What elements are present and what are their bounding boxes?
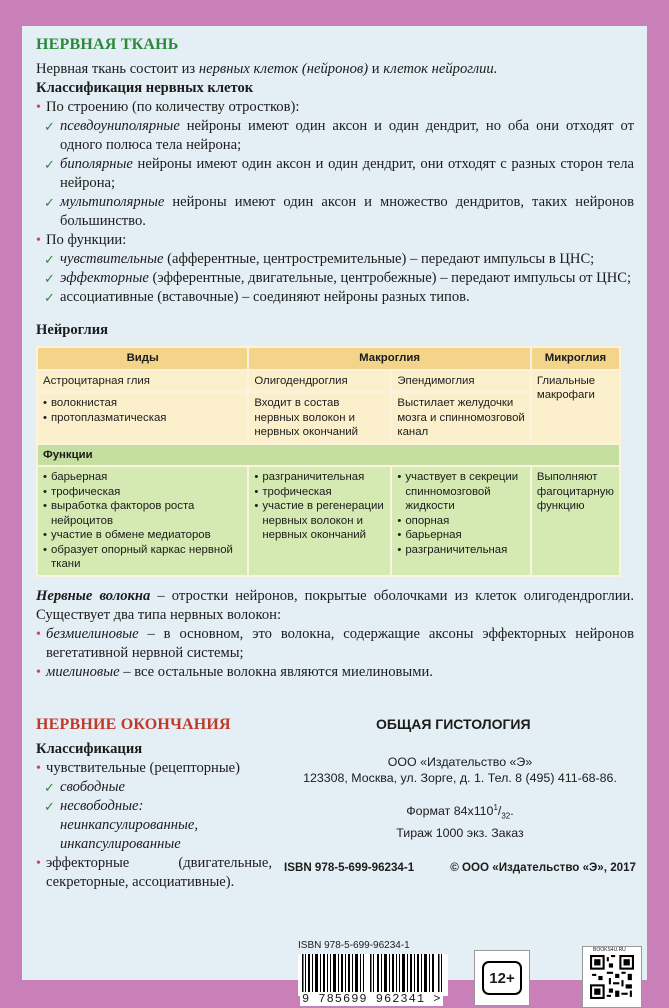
cell-oligo: Олигодендроглия	[248, 370, 391, 393]
table-row	[37, 370, 620, 393]
fibers-paragraph: Нервные волокна – отростки нейронов, покрытые оболочками из клеток олигодендроглии. Существует два типа нервных волокон:	[36, 587, 634, 623]
table-row	[37, 466, 620, 576]
function-sub-item: ✓ чувствительные (афферентные, центростремительные) – передают импульсы в ЦНС;	[36, 250, 634, 269]
barcode-area	[298, 942, 640, 1006]
barcode-digits: 9 785699 962341 >	[302, 992, 442, 1006]
section-title-nervous-tissue: НЕРВНАЯ ТКАНЬ	[36, 36, 179, 53]
book-back-cover	[22, 26, 647, 1006]
endings-classification-title: Классификация	[36, 741, 143, 757]
endings-sub-item: ✓ несвободные: неинкапсулированные, инкапсулированные	[36, 797, 272, 854]
neuroglia-table	[36, 346, 621, 577]
check-icon: ✓	[44, 799, 55, 814]
main-content	[36, 36, 634, 682]
bottom-section	[22, 716, 647, 1006]
cell-ependymo-desc: Выстилает желудочки мозга и спинномозговой канал	[391, 392, 531, 444]
structure-sub-item: ✓ биполярные нейроны имеют один аксон и один дендрит, они отходят с разных сторон тела нейрона;	[36, 155, 634, 193]
qr-code-icon	[590, 955, 634, 999]
fiber-type-item: • миелиновые – все остальные волокна являются миелиновыми.	[36, 663, 433, 680]
cell-ependymo: Эпендимоглия	[391, 370, 531, 393]
endings-sub-item: ✓ свободные	[36, 778, 272, 797]
check-icon: ✓	[44, 271, 55, 286]
isbn: ISBN 978-5-699-96234-1	[284, 860, 415, 874]
function-sub-item: ✓ эффекторные (эфферентные, двигательные, центробежные) – передают импульсы от ЦНС;	[36, 269, 634, 288]
structure-sub-item: ✓ мультиполярные нейроны имеют один аксон и множество дендритов, таких нейронов большинство.	[36, 193, 634, 231]
list-item: • трофическая	[43, 485, 121, 498]
check-icon: ✓	[44, 252, 55, 267]
function-item: • По функции:	[36, 232, 127, 248]
bullet-icon: •	[36, 856, 41, 871]
barcode-isbn-label: ISBN 978-5-699-96234-1	[298, 940, 410, 951]
barcode-icon	[298, 954, 448, 996]
neuroglia-title: Нейроглия	[36, 322, 109, 338]
endings-item: • чувствительные (рецепторные)	[36, 760, 240, 776]
book-title: ОБЩАЯ ГИСТОЛОГИЯ	[376, 716, 531, 732]
cell-micro-function: Выполняют фагоцитарную функцию	[531, 466, 620, 576]
bullet-icon: •	[36, 664, 41, 680]
format: Формат $84х110^1/_{32}$.	[406, 803, 514, 821]
cell-astro-types	[37, 392, 248, 444]
isbn-row	[284, 861, 636, 874]
list-item: • разграничительная	[397, 543, 508, 556]
imprint-block	[284, 716, 636, 874]
bullet-icon: •	[36, 233, 41, 248]
cell-astro-functions	[37, 466, 248, 576]
header-macroglia: Макроглия	[248, 347, 531, 370]
list-item: • образует опорный каркас нервной ткани	[43, 543, 233, 570]
nerve-endings-section	[36, 716, 272, 892]
list-item: • трофическая	[254, 485, 332, 498]
section-title-endings: НЕРВНИЕ ОКОНЧАНИЯ	[36, 716, 231, 733]
structure-item: • По строению (по количеству отростков):	[36, 99, 300, 115]
qr-code	[582, 946, 642, 1008]
list-item: • барьерная	[397, 529, 462, 541]
cell-ependymo-functions	[391, 466, 531, 576]
list-item: • разграничительная	[254, 471, 365, 483]
list-item: • опорная	[397, 514, 450, 527]
list-item: • волокнистая	[43, 397, 118, 409]
structure-sub-item: ✓ псевдоуниполярные нейроны имеют один аксон и один дендрит, но оба они отходят от одного полюса тела нейрона;	[36, 117, 634, 155]
bullet-icon: •	[36, 100, 41, 115]
check-icon: ✓	[44, 780, 55, 795]
classification-title: Классификация нервных клеток	[36, 80, 254, 96]
fibers-section	[36, 587, 634, 682]
publisher: ООО «Издательство «Э»	[387, 755, 533, 769]
intro-paragraph: Нервная ткань состоит из нервных клеток (нейронов) и клеток нейроглии.	[36, 61, 498, 77]
list-item: • участие в регенерации нервных волокон и нервных окончаний	[254, 500, 384, 541]
list-item: • барьерная	[43, 471, 108, 483]
cell-microglia-kind: Глиальные макрофаги	[531, 370, 620, 444]
qr-label: BOOKS4U.RU	[593, 947, 626, 953]
fiber-type-item: • безмиелиновые – в основном, это волокна, содержащие аксоны эффекторных нейронов вегетативной нервной системы;	[36, 625, 634, 661]
list-item: • участие в обмене медиаторов	[43, 529, 211, 541]
check-icon: ✓	[44, 290, 55, 305]
cell-astro: Астроцитарная глия	[37, 370, 248, 393]
functions-header: Функции	[37, 444, 620, 467]
header-types: Виды	[37, 347, 248, 370]
cell-oligo-desc: Входит в состав нервных волокон и нервных окончаний	[248, 392, 391, 444]
list-item: • участвует в секреции спинномозговой жидкости	[397, 471, 519, 512]
header-microglia: Микроглия	[531, 347, 620, 370]
check-icon: ✓	[44, 157, 55, 172]
age-rating-box	[474, 950, 530, 1006]
check-icon: ✓	[44, 195, 55, 210]
functions-header-row	[37, 444, 620, 467]
age-rating-badge: 12+	[482, 961, 522, 995]
check-icon: ✓	[44, 119, 55, 134]
list-item: • протоплазматическая	[43, 411, 167, 424]
table-header-row	[37, 347, 620, 370]
function-sub-item: ✓ ассоциативные (вставочные) – соединяют нейроны разных типов.	[36, 288, 634, 307]
address: 123308, Москва, ул. Зорге, д. 1. Тел. 8 (495) 411-68-86.	[303, 771, 617, 785]
print-run: Тираж 1000 экз. Заказ	[396, 825, 524, 840]
bullet-icon: •	[36, 761, 41, 776]
bullet-icon: •	[36, 626, 41, 642]
endings-item: • эффекторные (двигательные, секреторные, ассоциативные).	[36, 855, 272, 890]
cell-oligo-functions	[248, 466, 391, 576]
copyright: © ООО «Издательство «Э», 2017	[450, 860, 636, 874]
list-item: • выработка факторов роста нейроцитов	[43, 500, 195, 527]
